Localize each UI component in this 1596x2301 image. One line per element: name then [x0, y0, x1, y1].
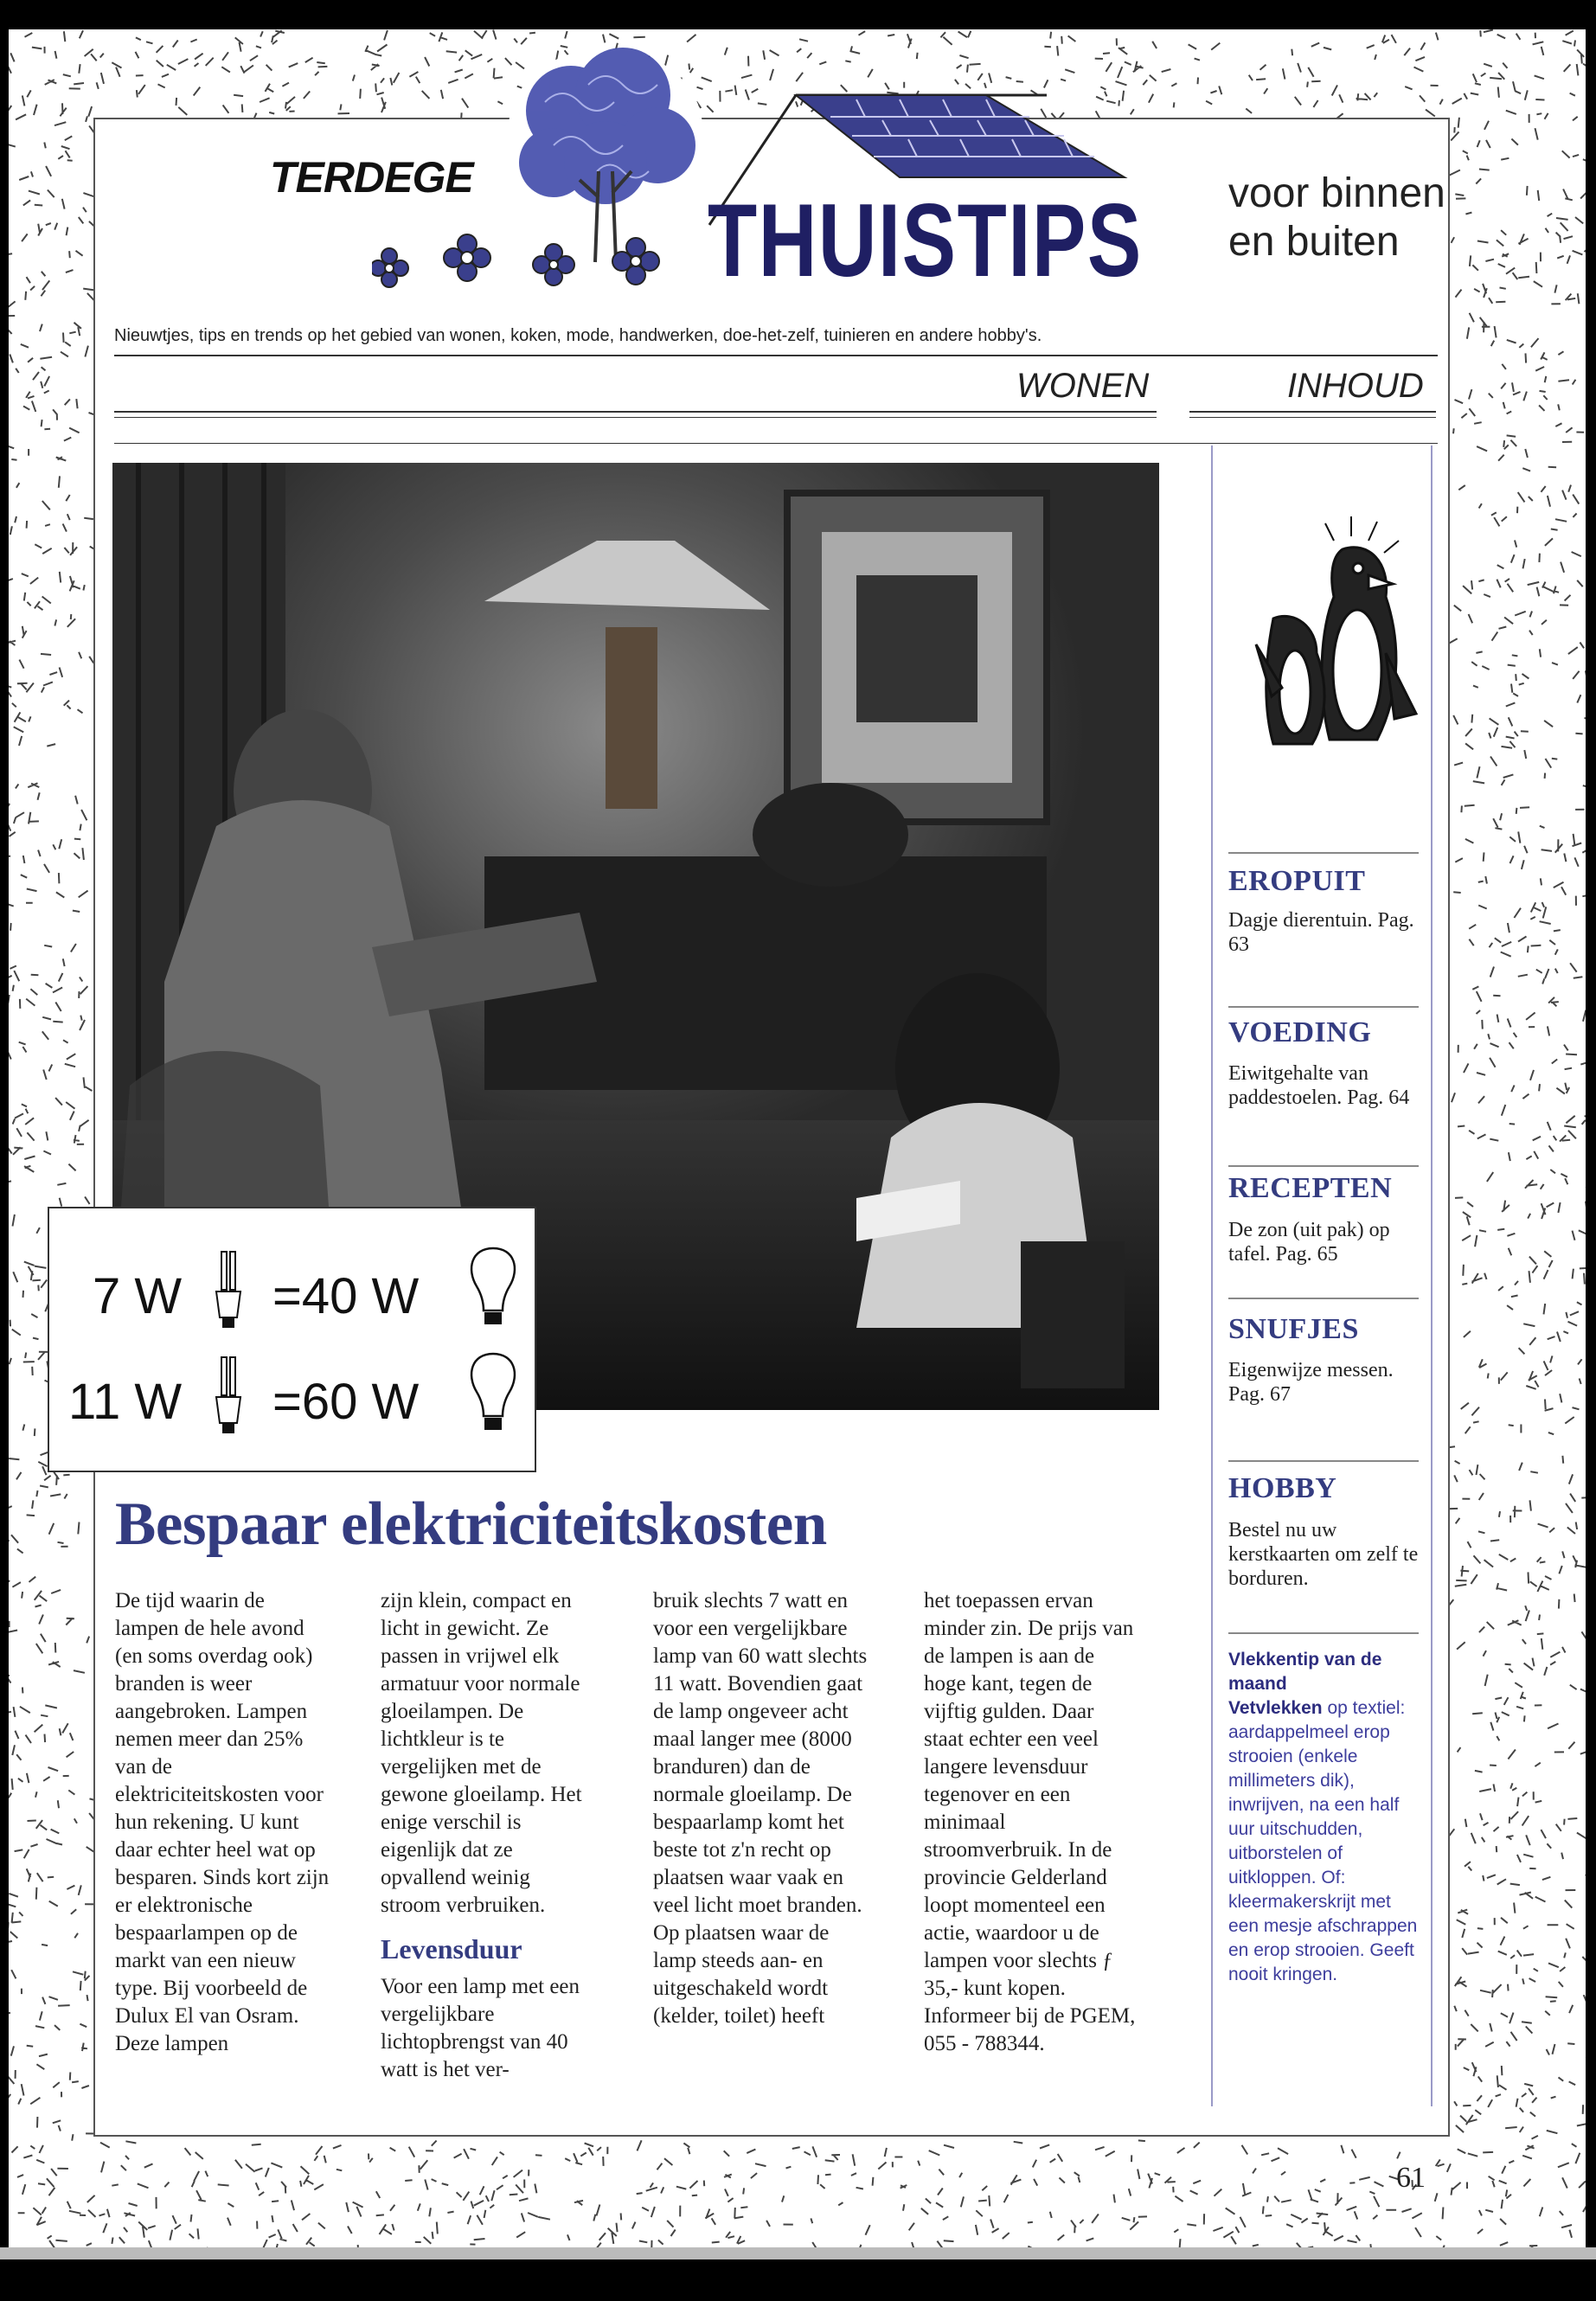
header-rule-long — [114, 443, 1438, 444]
intro-rule — [114, 355, 1438, 356]
incandescent-bulb-icon — [463, 1243, 523, 1330]
sidebar-rule — [1228, 1632, 1419, 1634]
cartoon-penguin-illustration — [1247, 515, 1420, 766]
stain-tip-title: Vlekkentip van de maand — [1228, 1650, 1382, 1694]
sidebar-rule — [1228, 1165, 1419, 1167]
sidebar-rule — [1228, 1006, 1419, 1008]
page-number: 61 — [1396, 2162, 1426, 2194]
page-frame-right — [1586, 0, 1596, 2301]
sidebar-heading-voeding: VOEDING — [1228, 1016, 1372, 1048]
wonen-rule-top — [114, 411, 1157, 413]
sidebar-heading-snufjes: SNUFJES — [1228, 1313, 1359, 1345]
sidebar-heading-eropuit: EROPUIT — [1228, 865, 1366, 897]
article-column-3-text: bruik slechts 7 watt en voor een vergelijkbare lamp van 60 watt slechts 11 watt. Bovendien gaat de lamp ongeveer acht maal langer mee (8000 branduren) dan de normale gloeilamp. De bespaarlamp komt het beste tot z'n recht op plaatsen waar vaak en veel licht moet branden. Op plaatsen waar de lamp steeds aan- en uitgeschakeld wordt (kelder, toilet) heeft — [653, 1589, 868, 2028]
wonen-rule-bottom — [114, 417, 1157, 418]
article-subhead: Levensduur — [381, 1933, 522, 1965]
section-title: THUISTIPS — [708, 183, 1143, 298]
watt-equivalent-1: =40 W — [272, 1268, 420, 1324]
stain-tip-subject: Vetvlekken — [1228, 1698, 1323, 1718]
sidebar-rule — [1228, 1460, 1419, 1462]
watt-low-1: 7 W — [93, 1268, 183, 1324]
article-column-1 — [115, 1587, 330, 2058]
incandescent-bulb-icon — [463, 1349, 523, 1435]
section-label-inhoud: INHOUD — [1287, 367, 1424, 405]
intro-text: Nieuwtjes, tips en trends op het gebied van wonen, koken, mode, handwerken, doe-het-zelf, tuinieren en andere hobby's. — [114, 326, 1042, 345]
sidebar-heading-hobby: HOBBY — [1228, 1472, 1337, 1504]
stain-tip — [1228, 1648, 1419, 1987]
flower-icons — [372, 227, 683, 296]
contents-sidebar — [1211, 445, 1433, 2106]
sidebar-rule — [1228, 1298, 1419, 1299]
page-frame-bottom-strip — [0, 2247, 1596, 2259]
sidebar-rule — [1228, 852, 1419, 854]
stain-tip-text: op textiel: aardappelmeel erop strooien (enkele millimeters dik), inwrijven, na een half uur uitschudden, uitborstelen of uitkloppen. Of: kleermakerskrijt met een mesje afschrappen en erop strooien. Geeft nooit kringen. — [1228, 1698, 1418, 1984]
watt-low-2: 11 W — [68, 1374, 183, 1430]
article-column-2-text-continued: Voor een lamp met een vergelijkbare lichtopbrengst van 40 watt is het ver- — [381, 1975, 580, 2081]
sidebar-heading-recepten: RECEPTEN — [1228, 1172, 1393, 1204]
tagline-line-1: voor binnen — [1228, 170, 1445, 216]
section-label-wonen: WONEN — [1016, 367, 1150, 405]
wattage-comparison-box — [48, 1207, 536, 1472]
sidebar-text-hobby: Bestel nu uw kerstkaarten om zelf te borduren. — [1228, 1519, 1419, 1590]
sidebar-text-snufjes: Eigenwijze messen. Pag. 67 — [1228, 1359, 1394, 1406]
watt-equivalent-2: =60 W — [272, 1374, 420, 1430]
tagline — [1228, 170, 1445, 266]
inhoud-rule-bottom — [1189, 417, 1436, 418]
article-column-3 — [653, 1587, 868, 2030]
energy-saving-bulb-icon — [211, 1354, 246, 1440]
brand-name: TERDEGE — [270, 153, 473, 202]
article-column-4 — [924, 1587, 1138, 2058]
article-headline: Bespaar elektriciteitskosten — [115, 1490, 827, 1558]
article-column-4-text: het toepassen ervan minder zin. De prijs van de lampen is aan de hoge kant, tegen de vijftig gulden. Daar staat echter een veel langere levensduur tegenover en een minimaal stroomverbruik. In de provincie Gelderland loopt momenteel een actie, waardoor u de lampen voor slechts ƒ 35,- kunt kopen. Informeer bij de PGEM, 055 - 788344. — [924, 1589, 1136, 2055]
inhoud-rule-top — [1189, 411, 1436, 413]
page-frame-top — [0, 0, 1596, 29]
tagline-line-2: en buiten — [1228, 219, 1400, 265]
sidebar-text-eropuit: Dagje dierentuin. Pag. 63 — [1228, 909, 1414, 956]
article-column-2 — [381, 1587, 595, 2084]
article-column-2-text: zijn klein, compact en licht in gewicht. Ze passen in vrijwel elk armatuur voor normale gloeilampen. De lichtkleur is te vergelijken met de gewone gloeilamp. Het enige verschil is eigenlijk dat ze opvallend weinig stroom verbruiken. — [381, 1589, 582, 1917]
article-column-1-text: De tijd waarin de lampen de hele avond (en soms overdag ook) branden is weer aangebroken. Lampen nemen meer dan 25% van de elektriciteitskosten voor hun rekening. U kunt daar echter heel wat op besparen. Sinds kort zijn er elektronische bespaarlampen op de markt van een nieuw type. Bij voorbeeld de Dulux El van Osram. Deze lampen — [115, 1589, 330, 2055]
sidebar-text-voeding: Eiwitgehalte van paddestoelen. Pag. 64 — [1228, 1062, 1410, 1109]
page-frame-left — [0, 0, 9, 2301]
sidebar-text-recepten: De zon (uit pak) op tafel. Pag. 65 — [1228, 1219, 1390, 1266]
energy-saving-bulb-icon — [211, 1248, 246, 1335]
